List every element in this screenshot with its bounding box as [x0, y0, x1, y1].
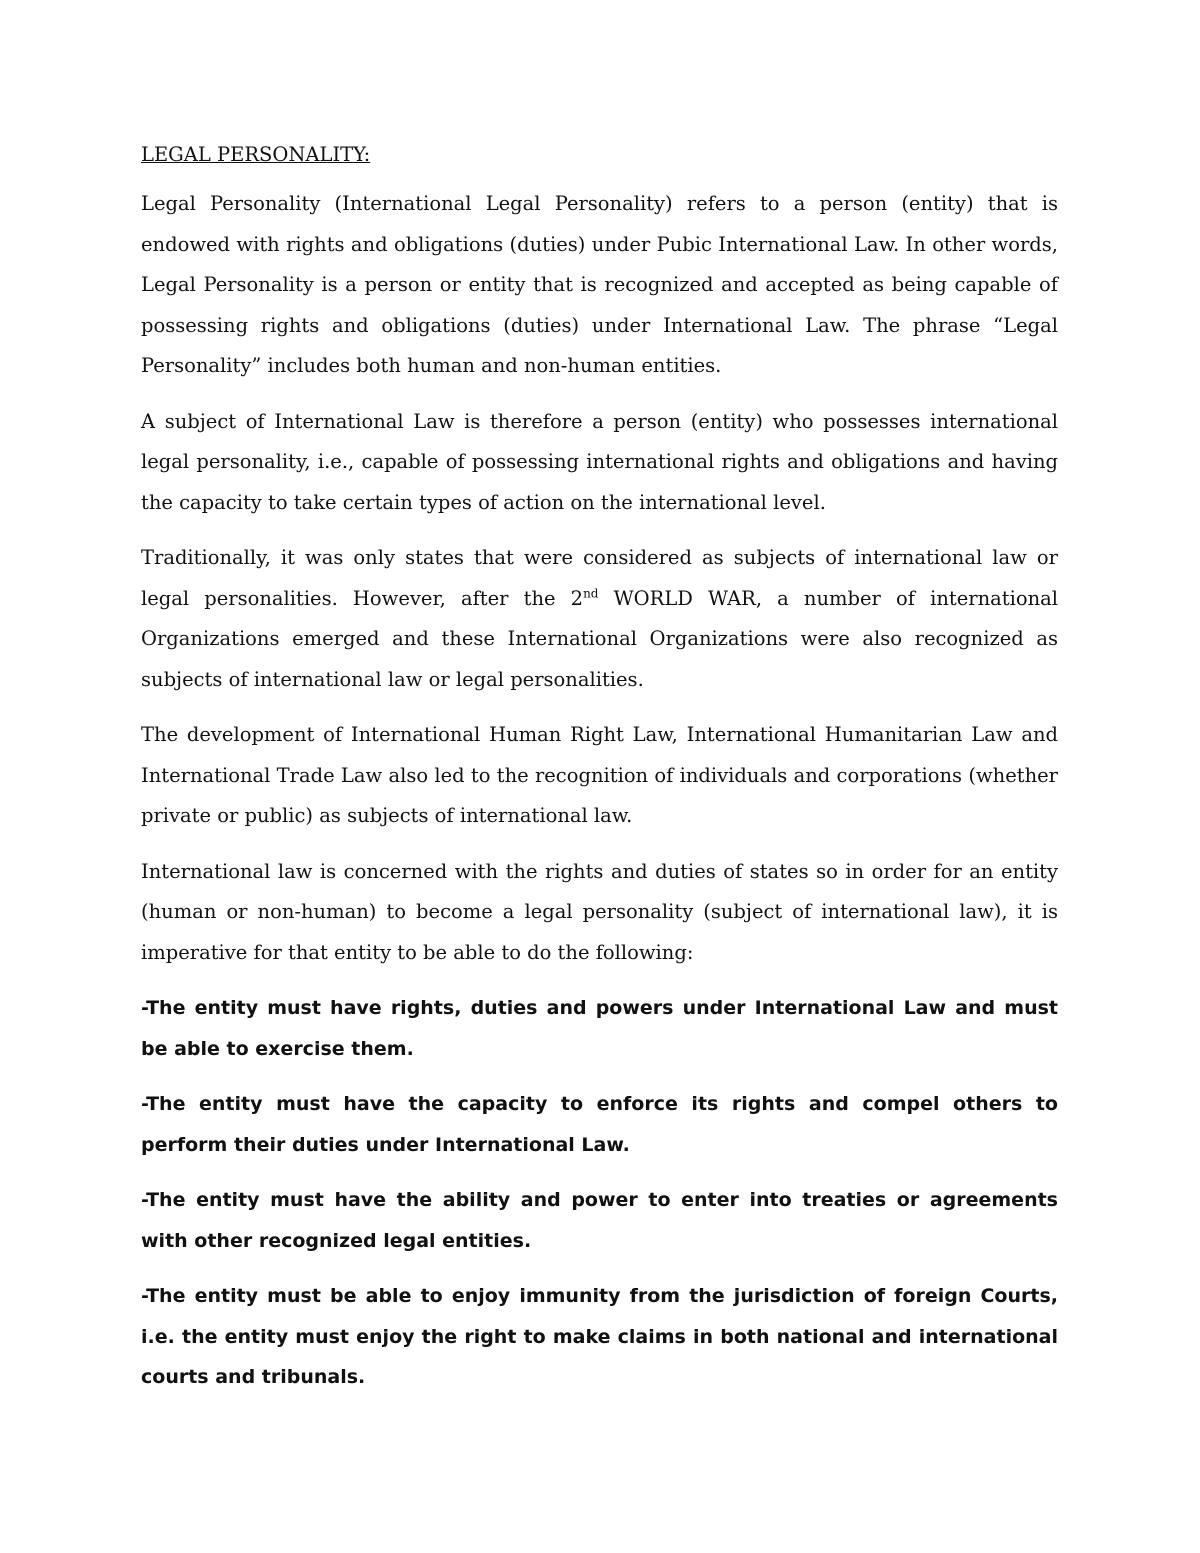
requirement-item: -The entity must be able to enjoy immunity from the jurisdiction of foreign Courts, i.e. the entity must enjoy the right to make claims in both national and international courts and tribunals. [141, 1285, 1058, 1388]
paragraph-definition: Legal Personality (International Legal Personality) refers to a person (entity) that is endowed with rights and obligations (duties) under Pubic International Law. In other words, Legal Personality is a person or entity that is recognized and accepted as being capable of possessing rights and obligations (duties) under International Law. The phrase “Legal Personality” includes both human and non-human entities. [141, 192, 1058, 377]
requirement-item: -The entity must have the capacity to enforce its rights and compel others to perform their duties under International Law. [141, 1093, 1058, 1156]
paragraph-development: The development of International Human Right Law, International Humanitarian Law and International Trade Law also led to the recognition of individuals and corporations (whether private or public) as subjects of international law. [141, 723, 1058, 827]
requirement-item: -The entity must have the ability and power to enter into treaties or agreements with other recognized legal entities. [141, 1189, 1058, 1252]
paragraph-history [141, 538, 1058, 700]
document-heading: LEGAL PERSONALITY: [141, 143, 371, 166]
ordinal-superscript: nd [583, 586, 599, 600]
paragraph-history-start: Traditionally, it was only states that were considered as subjects of international law or legal personalities. However, after the 2 [141, 546, 1058, 610]
document-page [141, 140, 1058, 1413]
paragraph-subject: A subject of International Law is therefore a person (entity) who possesses international legal personality, i.e., capable of possessing international rights and obligations and having the capacity to take certain types of action on the international level. [141, 409, 1058, 514]
paragraph-requirements-intro: International law is concerned with the rights and duties of states so in order for an entity (human or non-human) to become a legal personality (subject of international law), it is imperative for that entity to be able to do the following: [141, 859, 1058, 964]
paragraph-history-end: WORLD WAR, a number of international Organizations emerged and these International Organizations were also recognized as subjects of international law or legal personalities. [141, 586, 1058, 691]
requirement-item: -The entity must have rights, duties and powers under International Law and must be able to exercise them. [141, 997, 1058, 1060]
